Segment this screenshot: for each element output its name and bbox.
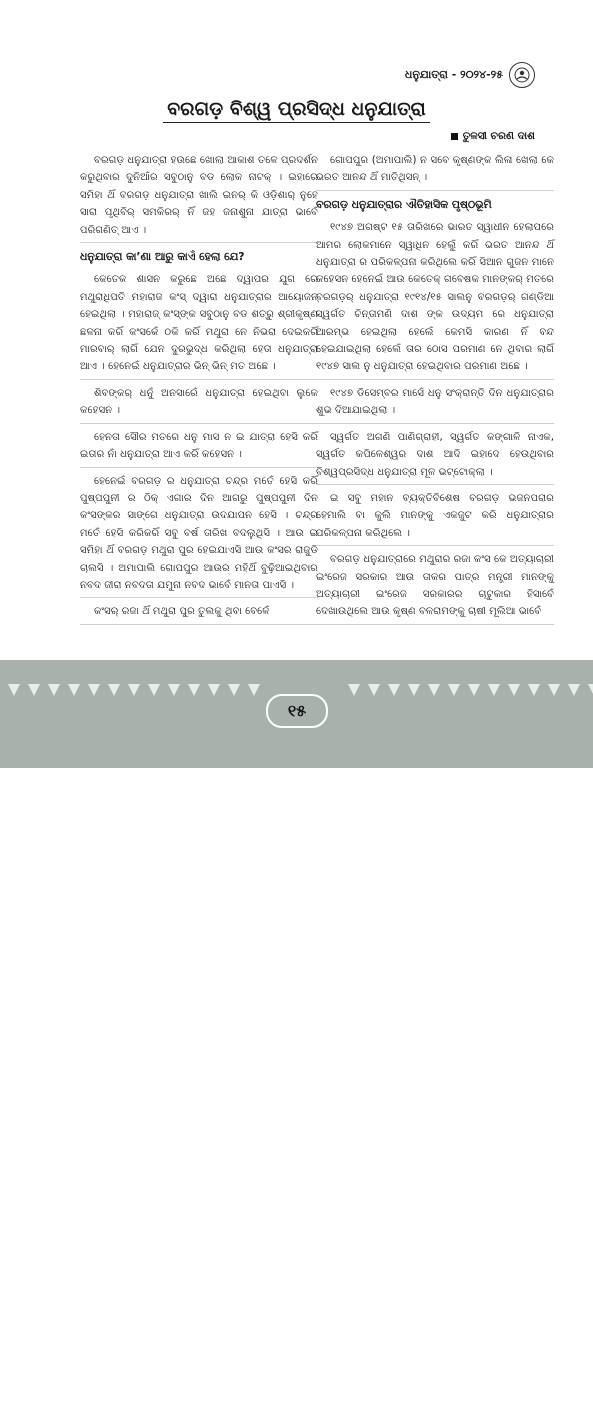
bunting-flag [188, 684, 200, 696]
bunting-flag [148, 684, 160, 696]
article-title: ବରଗଡ଼ ବିଶ୍ୱ ପ୍ରସିଦ୍ଧ ଧନୁଯାତ୍ରା [163, 98, 430, 123]
bunting-flag [208, 684, 220, 696]
bunting-flag [28, 684, 40, 696]
right-column [316, 152, 554, 630]
paragraph: ୧୯୪୭ ଡିସେମ୍ବର ମାସେଁ ଧନୁ ସଂକ୍ରାନ୍ତି ଦିନ ଧନୁଯାତ୍ରାର ଶୁଭ ଦିଆଯାଇଥିଲା । [316, 385, 554, 424]
paragraph: ବରଗଡ଼ ଧନୁଯାତ୍ରା ହଉଛେ ଖୋଲା ଆକାଶ ତଳେ ପ୍ରଦର୍ଶନ କରୁଥିବାର ଦୁନିଆଁର ସବୁଠାନୁ ବଡ ଲୋକ ନାଟକ୍ । ଇହାରେ ସମିହା ଥିଁ ବରଗଡ଼ ଧନୁଯାତ୍ରା ଖାଲି ଇନର୍ କି ଓଡ଼ିଶାର୍ ନୁହେ ସାରା ପୃଥିବିର୍ ସମକିରର୍ ନିଁ ଜହ ଜନାଶୁନା ଯାତ୍ରା ଭାବେଁ ପରିଗଣିତ୍ ଆଏ । [80, 152, 318, 243]
bunting-flag [388, 684, 400, 696]
section-heading: ବରଗଡ଼ ଧନୁଯାତ୍ରାର ଐତିହାସିକ ପୃଷ୍ଠଭୂମି [316, 197, 492, 211]
paragraph: ଗୋପପୁର (ଅମାପାଲି) ନ ସବେ କୃଷ୍ଣଙ୍କ ଲିଳା ଖେଲା କେ ଭରତ ଆନନ୍ଦ ଥିଁ ମାତିଥିସନ୍ । [316, 152, 554, 191]
bunting-flag [548, 684, 560, 696]
bunting-flag [248, 684, 260, 696]
bunting-flag [508, 684, 520, 696]
bullet-square-icon [451, 133, 458, 140]
author-name: ତୁଳସୀ ଚରଣ ଦାଶ [462, 130, 535, 142]
bunting-flag [468, 684, 480, 696]
left-column [80, 152, 318, 630]
bunting-flag [368, 684, 380, 696]
bunting-flag [168, 684, 180, 696]
page-number: ୧୫ [266, 694, 328, 728]
paragraph: ଶିବଙ୍କର୍ ଧନୁଁ ଅନସାରେଁ ଧନୁଯାତ୍ରା ହେଇଥିବା ଲୁକେ କହେସନ । [80, 385, 318, 424]
section-heading: ଧନୁଯାତ୍ରା କା’ଣା ଆରୁ କାଏଁ ହେଲା ଯେ? [80, 250, 245, 264]
bunting-flag [428, 684, 440, 696]
page-header [405, 62, 535, 88]
paragraph: ବରଗଡ଼ ଧନୁଯାତ୍ରାରେ ମଥୁରାର ରଜା କଂସ କେ ଅତ୍ୟାଚାରୀ ଇଂରେଜ ସରକାର ଆଉ ତାକର ପାତ୍ର ମନ୍ତ୍ରୀ ମାନଙ୍କୁ ଅତ୍ୟାଚାରୀ ଇଂରେଜ ସରକାରର ଚାଟୁକାର ହିସାବେଁ ଦେଖାଉଥିଲେ ଆଉ କୃଷ୍ଣ ବଳରାମଙ୍କୁ ଚାଷୀ ମୂଲିଆ ଭାବେଁ [316, 551, 554, 625]
paragraph: ହେନେଇଁ ବରଗଡ଼ ର ଧନୁଯାତ୍ରା ଚନ୍ଦ୍ର ମତେଁ ହେସି କରିଁ ପୁଷ୍ପପୁନୀ ର ଠିକ୍ ଏଗାର ଦିନ ଆଗରୁ ପୁଷ୍ପପୁନୀ ଦିନ କଂସଙ୍କର ସାଙ୍ଗେ ଧନୁଯାତ୍ରା ଉଦଯାପନ ହେସି । ଚନ୍ଦ୍ର ମତେଁ ହେସି କରିକରିଁ ସବୁ ବର୍ଷ ତାରିଖ ବଦଲୁଥିସି । ଆଉ ଇ ସମିହା ଥିଁ ବରଗଡ଼ ମଥୁରା ପୁର ହେଇଯାଏସି ଆଉ କଂସର ରାଜୁଡି ଚାଲସି । ଅମାପାଲି ଗୋପପୁର ଆଉର ମହିଥିଁ ବୁଢ଼ିଆଇଥିବାର ନବଦ ଜୀରା ନବଦତା ଯମୁନା ନବଦ ଭାବେଁ ମାନତା ପାଏସି । [80, 473, 318, 599]
bunting-flag [448, 684, 460, 696]
bunting-flag [68, 684, 80, 696]
bunting-flag [588, 684, 593, 696]
paragraph: ୧୯୪୭ ଅଗଷ୍ଟ ୧୫ ତାରିଖରେ ଭାରତ ସ୍ୱାଧୀନ ହେଲାପରେ ଆମର ଲୋକମାନେ ସ୍ୱାଧିନ ହେଲୁଁ କରିଁ ଭରତ ଆନନ୍ଦ ଥିଁ ଧନୁଯାତ୍ରା ର ପରିକଳ୍ପନା କରିଥିଲେ କରିଁ ସିଆନ ଗୁଜନ ମାନେ କହେସନ ହେନେଇଁ ଆଉ କେତେକ୍ ଗବେଷକ ମାନଙ୍କର୍ ମତରେ ବରଗଡ଼ର୍ ଧନୁଯାତ୍ରା ୧୯୧୪/୧୫ ସାଲନୁ ବରଗଡ଼ର୍ ଗଣ୍ଡିଆ ସ୍ୱର୍ଗତ ଚିନ୍ତାମଣି ଦାଶ ଙ୍କ ଉଦ୍ୟମ ରେ ଧନୁଯାତ୍ରା ଆରମ୍ଭ ହେଇଥିଲା ହେଲେଁ କେମସି କାରଣ ନିଁ ବନ୍ଦ ହେଇଯାଇଥିଲା ହେଲେଁ ତାର ଠୋସ ପରମାଣ ନେ ଥିବାର ଲାଗିଁ ୧୯୪୭ ସାଲ ନୁ ଧନୁଯାତ୍ରା ହେଇଥିବାର ପରମାଣ ଅଛେ । [316, 219, 554, 380]
bunting-flag [348, 684, 360, 696]
bunting-flag [228, 684, 240, 696]
paragraph: ଇ ସବୁ ମହାନ ବ୍ୟକ୍ତିବିଶେଷ ବରଗଡ଼ ଭଜନପରାର ହେମାଲି ବା କୁଲି ମାନଙ୍କୁ ଏକଜୁଟ କରି ଧନୁଯାତ୍ରାର ପରିକଳ୍ପନା କରିଥିଲେ । [316, 490, 554, 546]
header-text: ଧନୁଯାତ୍ରା - ୨୦୨୪-୨୫ [404, 68, 503, 81]
bunting-flag [568, 684, 580, 696]
bunting-flag [48, 684, 60, 696]
paragraph: ହେନତା ସୌର ମତରେ ଧନୁ ମାସ ନ ଇ ଯାତ୍ରା ହେସି କରିଁ ଇତାର ନାଁ ଧନୁଯାତ୍ରା ଆଏ କରିଁ କହେସନ । [80, 429, 318, 468]
bunting-flag [408, 684, 420, 696]
author-line [451, 130, 535, 143]
bunting-flag [128, 684, 140, 696]
paragraph: କଂସର୍ ରଜା ଥିଁ ମଥୁରା ପୁର ତୁଲକୁ ଥିବା ବେଳେଁ [80, 603, 318, 624]
bunting-flag [88, 684, 100, 696]
emblem-icon [509, 62, 535, 88]
paragraph: ସ୍ୱର୍ଗତ ଅଗଣି ପାଣିଗ୍ରାହୀ, ସ୍ୱର୍ଗତ କଙ୍ଗାଳି ନାଏକ, ସ୍ୱର୍ଗତ କପିଳେଶ୍ୱର ଦାଶ ଆଦି ଇହାଦେ ହେଉଥିବାର ବିଶ୍ୱପ୍ରସିଦ୍ଧ ଧନୁଯାତ୍ରା ମୂଳ ଭଟ୍ଟୋକ୍ଲା । [316, 429, 554, 485]
folk-figures-illustration [0, 1372, 593, 1422]
bunting-flag [8, 684, 20, 696]
bunting-flag [108, 684, 120, 696]
paragraph: କେତେକ ଶାସନ କରୁଛେ ଅଛେ ଦ୍ୱାପର ଯୁଗ ରେ ମଥୁରାଧିପତି ମହାରାଜ କଂସ୍ ଦ୍ୱାରା ଧନୁଯାତ୍ରାର ଆୟୋଜନ୍ ହେଇଥିଲା । ମହାରାଜ୍ କଂସ୍‌ଙ୍କ ସବୁଠାନୁ ବଡ ଶତ୍ରୁ ଶ୍ରୀକୃଷ୍ଣ ଛଳନା କରିଁ କଂସକେଁ ଠକି କରିଁ ମଥୁରା ନେ ନିଭରା ଦେଇକରିଁ ମାରବାର୍ ଲାଗିଁ ଯେନ ଦୁରଭୁଦ୍ଧ କରିଥିଲା ହେତା ଧନୁଯାତ୍ରା ଆଏ । ହେନେଇଁ ଧନୁଯାତ୍ରାର ଭିନ୍ ଭିନ୍ ମତ ଅଛେ । [80, 271, 318, 379]
bunting-flag [528, 684, 540, 696]
bunting-flag [488, 684, 500, 696]
